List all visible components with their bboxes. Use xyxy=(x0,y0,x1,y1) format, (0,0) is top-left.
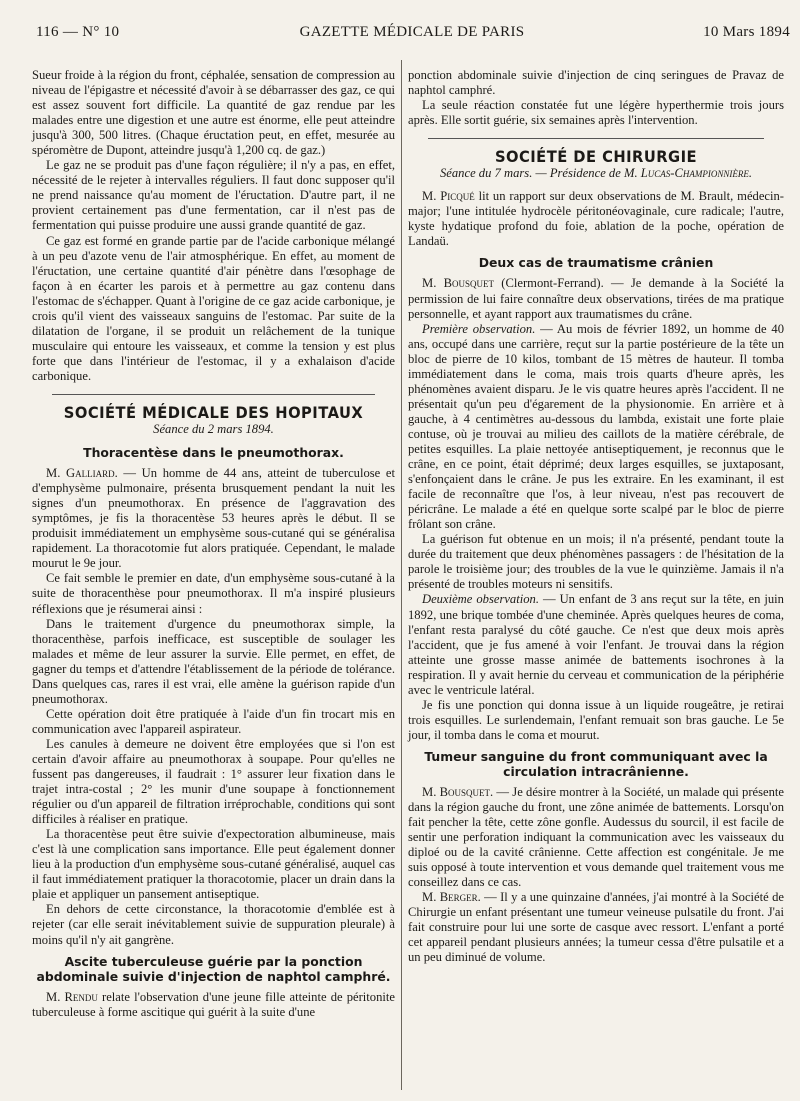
paragraph: La seule réaction constatée fut une légère hyperthermie trois jours après. Elle sortit guérie, six semaines après l'intervention. xyxy=(408,98,784,128)
article-title: Tumeur sanguine du front communiquant avec la circulation intracrânienne. xyxy=(424,748,768,779)
paragraph-text: — Un homme de 44 ans, atteint de tuberculose et d'emphysème pulmonaire, présenta brusquement pendant la nuit les signes d'un pneumothorax. En présence de l'aggravation des symptômes, je fis la thoracentèse 53 heures après le début. Il se produisit immédiatement un emphysème sous-cutané qui se généralisa rapidement. La thoracotomie fut alors pratiquée. Cependant, le malade mourut le 9e jour. xyxy=(32,466,395,571)
president-name: Lucas-Championnière. xyxy=(640,166,752,181)
journal-title: GAZETTE MÉDICALE DE PARIS xyxy=(299,24,525,40)
issue-date: 10 Mars 1894 xyxy=(703,24,790,40)
paragraph: La guérison fut obtenue en un mois; il n'a présenté, pendant toute la durée du traitement que deux phénomènes passagers : de l'hésitation de la parole le troisième jour; des troubles de la vue le quinzième. Jamais il n'a présenté de troubles moteurs ni sensitifs. xyxy=(408,532,784,592)
paragraph: Les canules à demeure ne doivent être employées que si l'on est certain d'avoir affaire au pneumothorax à soupape. Pour qu'elles ne fussent pas dangereuses, il faudrait : 1° assurer leur fixation dans le trajet intra-costal ; 2° les munir d'une soupape à fonctionnement régulier ou d'un appareil de filtration irréprochable, conditions qui sont difficiles à réaliser en pratique. xyxy=(32,736,395,827)
page-number: 116 — N° 10 xyxy=(36,24,120,40)
divider xyxy=(52,394,375,395)
observation-label: Première observation. xyxy=(422,321,536,336)
paragraph: Cette opération doit être pratiquée à l'aide d'un fin trocart mis en communication avec l'appareil aspirateur. xyxy=(32,706,395,736)
observation-label: Deuxième observation. xyxy=(422,592,539,607)
section-seance: Séance du 2 mars 1894. xyxy=(153,422,274,437)
paragraph-text: — Au mois de février 1892, un homme de 40 ans, occupé dans une carrière, reçut sur la partie postérieure de la tête un bloc de pierre de 10 kilos, tombant de 15 mètres de hauteur. Il tomba immédiatement dans le coma, mais trois quarts d'heure après, les phénomènes avaient disparu. Je le vis quatre heures après l'accident. Il ne présentait qu'un peu d'égarement de la physionomie. En arrière et à gauche, à 4 centimètres au-dessous du lambda, existait une forte plaie contuse, où je trouvai au milieu des caillots de la matière cérébrale, de petites esquilles. La plaie nettoyée antiseptiquement, je reconnus que le crâne, en ce point, était déprimé; deux larges esquilles, se juxtaposant, s'enfonçaient dans le crâne. Je pus les extraire. En les examinant, il est facile de reconnaître que l'os, à leur niveau, n'est pas recouvert de péricrâne. Le malade a été en quelque sorte scalpé par le bloc de pierre frôlant son crâne. xyxy=(408,321,784,532)
article-title: Thoracentèse dans le pneumothorax. xyxy=(83,445,344,461)
paragraph: En dehors de cette circonstance, la thoracotomie d'emblée est à rejeter (car elle serait inévitablement suivie de suppuration pleurale) à moins qu'il n'y ait gangrène. xyxy=(32,902,395,947)
speaker-name: M. Bousquet. xyxy=(422,784,494,799)
left-column xyxy=(32,68,395,1020)
paragraph-text: — Un enfant de 3 ans reçut sur la tête, en juin 1892, une brique tombée d'une cheminée. Après quelques heures de coma, l'enfant resta paralysé du côté gauche. Ce n'est que deux mois après l'accident, que je fus amené à voir l'enfant. Je trouvai dans la région atteinte une grosse masse animée de battements isochrones à la respiration. Il y avait hernie du cerveau et communication de la périphérie avec le ventricule latéral. xyxy=(408,592,784,697)
paragraph: Dans le traitement d'urgence du pneumothorax simple, la thoracenthèse, parfois inefficace, est susceptible de soulager les malades et même de leur assurer la survie. Elle permet, en effet, de gagner du temps et d'attendre l'établissement de la période de tolérance. Dans quelques cas, rares il est vrai, elle amène la guérison rapide d'un pneumothorax. xyxy=(32,616,395,706)
paragraph-text: (Clermont-Ferrand). — Je demande à la Société la permission de lui faire connaître deux observations, tirées de ma pratique personnelle, et ayant rapport aux traumatismes du crâne. xyxy=(408,276,784,321)
section-title: SOCIÉTÉ DE CHIRURGIE xyxy=(494,147,698,167)
section-seance xyxy=(408,166,784,181)
speaker-name: M. Picqué xyxy=(422,189,475,204)
paragraph: La thoracentèse peut être suivie d'expectoration albumineuse, mais c'est là une complication sans importance. Elle peut également donner lieu à la production d'un emphysème sous-cutané généralisé, auquel cas il faut immédiatement pratiquer la thoracotomie, placer un drain dans la plaie et appliquer un pansement antiseptique. xyxy=(32,827,395,902)
paragraph xyxy=(408,785,784,890)
divider xyxy=(428,138,764,139)
section-title: SOCIÉTÉ MÉDICALE DES HOPITAUX xyxy=(63,402,364,422)
paragraph-text: lit un rapport sur deux observations de M. Brault, médecin-major; l'une intitulée hydrocèle péritonéovaginale, cure radicale; l'autre, kyste hydatique profond du foie, ablation de la poche, opération de Landaü. xyxy=(408,189,785,249)
paragraph-text: relate l'observation d'une jeune fille atteinte de péritonite tuberculeuse à forme ascitique qui guérit à la suite d'une xyxy=(32,989,395,1019)
paragraph: ponction abdominale suivie d'injection de cinq seringues de Pravaz de naphtol camphré. xyxy=(408,68,784,98)
paragraph xyxy=(32,466,395,571)
paragraph xyxy=(408,890,784,965)
paragraph-text: — Il y a une quinzaine d'années, j'ai montré à la Société de Chirurgie un enfant présentant une tumeur veineuse pulsatile du front. J'ai fait construire pour lui une sorte de casque avec ressort. L'enfant a porté cet appareil pendant plusieurs années; la tumeur cessa d'être pulsatile et a un peu diminué de volume. xyxy=(408,890,784,965)
paragraph: Je fis une ponction qui donna issue à un liquide rougeâtre, je retirai trois esquilles. Le surlendemain, l'enfant remuait son bras gauche. Le 5e jour, il tomba dans le coma et mourut. xyxy=(408,697,784,742)
page-header xyxy=(30,24,794,46)
speaker-name: M. Bousquet xyxy=(422,276,495,291)
speaker-name: M. Berger. xyxy=(422,890,481,905)
article-title: Ascite tuberculeuse guérie par la ponction abdominale suivie d'injection de naphtol camphré. xyxy=(36,953,391,984)
paragraph xyxy=(32,990,395,1020)
paragraph xyxy=(408,592,784,697)
right-column xyxy=(408,68,784,965)
article-title: Deux cas de traumatisme crânien xyxy=(478,255,714,271)
paragraph xyxy=(408,189,784,249)
paragraph: Le gaz ne se produit pas d'une façon régulière; il n'y a pas, en effet, nécessité de le rejeter à intervalles réguliers. Il faut donc supposer qu'il ne prend naissance qu'au moment de l'éructation. D'autre part, il ne provient certainement pas d'une fermentation, car il n'est pas de fermentation qui puisse produire une aussi grande quantité de gaz. xyxy=(32,158,395,233)
paragraph xyxy=(408,276,784,321)
paragraph-text: — Je désire montrer à la Société, un malade qui présente dans la région gauche du front, une zône animée de battements. Lorsqu'on fait pencher la tête, cette zône gonfle. Audessus du sourcil, il est facile de sentir une perforation indiquant la communication avec les vaisseaux du diploé ou de la cavité crânienne. Cette affection est congénitale. Je me suis opposé à toute intervention et vous demande quel traitement vous me conseillez dans ce cas. xyxy=(408,784,784,890)
paragraph xyxy=(408,322,784,533)
paragraph: Ce gaz est formé en grande partie par de l'acide carbonique mélangé à un peu d'azote venu de l'air atmosphérique. En effet, au moment de l'éructation, une certaine quantité d'air pénètre dans l'œsophage de façon à en écarter les parois et à permettre au gaz contenu dans l'estomac de s'échapper. Quant à l'origine de ce gaz acide carbonique, je crois qu'il vient des vaisseaux sanguins de l'estomac. Par suite de la dilatation de l'organe, il se produit un relâchement de la tunique musculaire qui entoure les vaisseaux, et comme la tension y est plus forte que dans l'intérieur de l'estomac, il y a exhalaison d'acide carbonique. xyxy=(32,233,395,383)
paragraph: Sueur froide à la région du front, céphalée, sensation de compression au niveau de l'épigastre et nécessité d'avoir à se débarrasser des gaz, ce qui est assez souvent fort difficile. La quantité de gaz rendue par les malades entre une digestion et une autre est énorme, elle peut atteindre jusqu'à 300, 500 litres. (Chaque éructation peut, en effet, mesurée au spéromètre de Dupont, atteindre jusqu'à 1,200 cq. de gaz.) xyxy=(32,68,395,158)
speaker-name: M. Galliard. xyxy=(46,466,118,481)
column-divider xyxy=(401,60,402,1090)
seance-text: Séance du 7 mars. — Présidence de M. xyxy=(440,166,641,181)
paragraph: Ce fait semble le premier en date, d'un emphysème sous-cutané à la suite de thoracenthèse pour pneumothorax. Il m'a inspiré plusieurs réflexions que je résumerai ainsi : xyxy=(32,571,395,616)
speaker-name: M. Rendu xyxy=(46,989,98,1004)
